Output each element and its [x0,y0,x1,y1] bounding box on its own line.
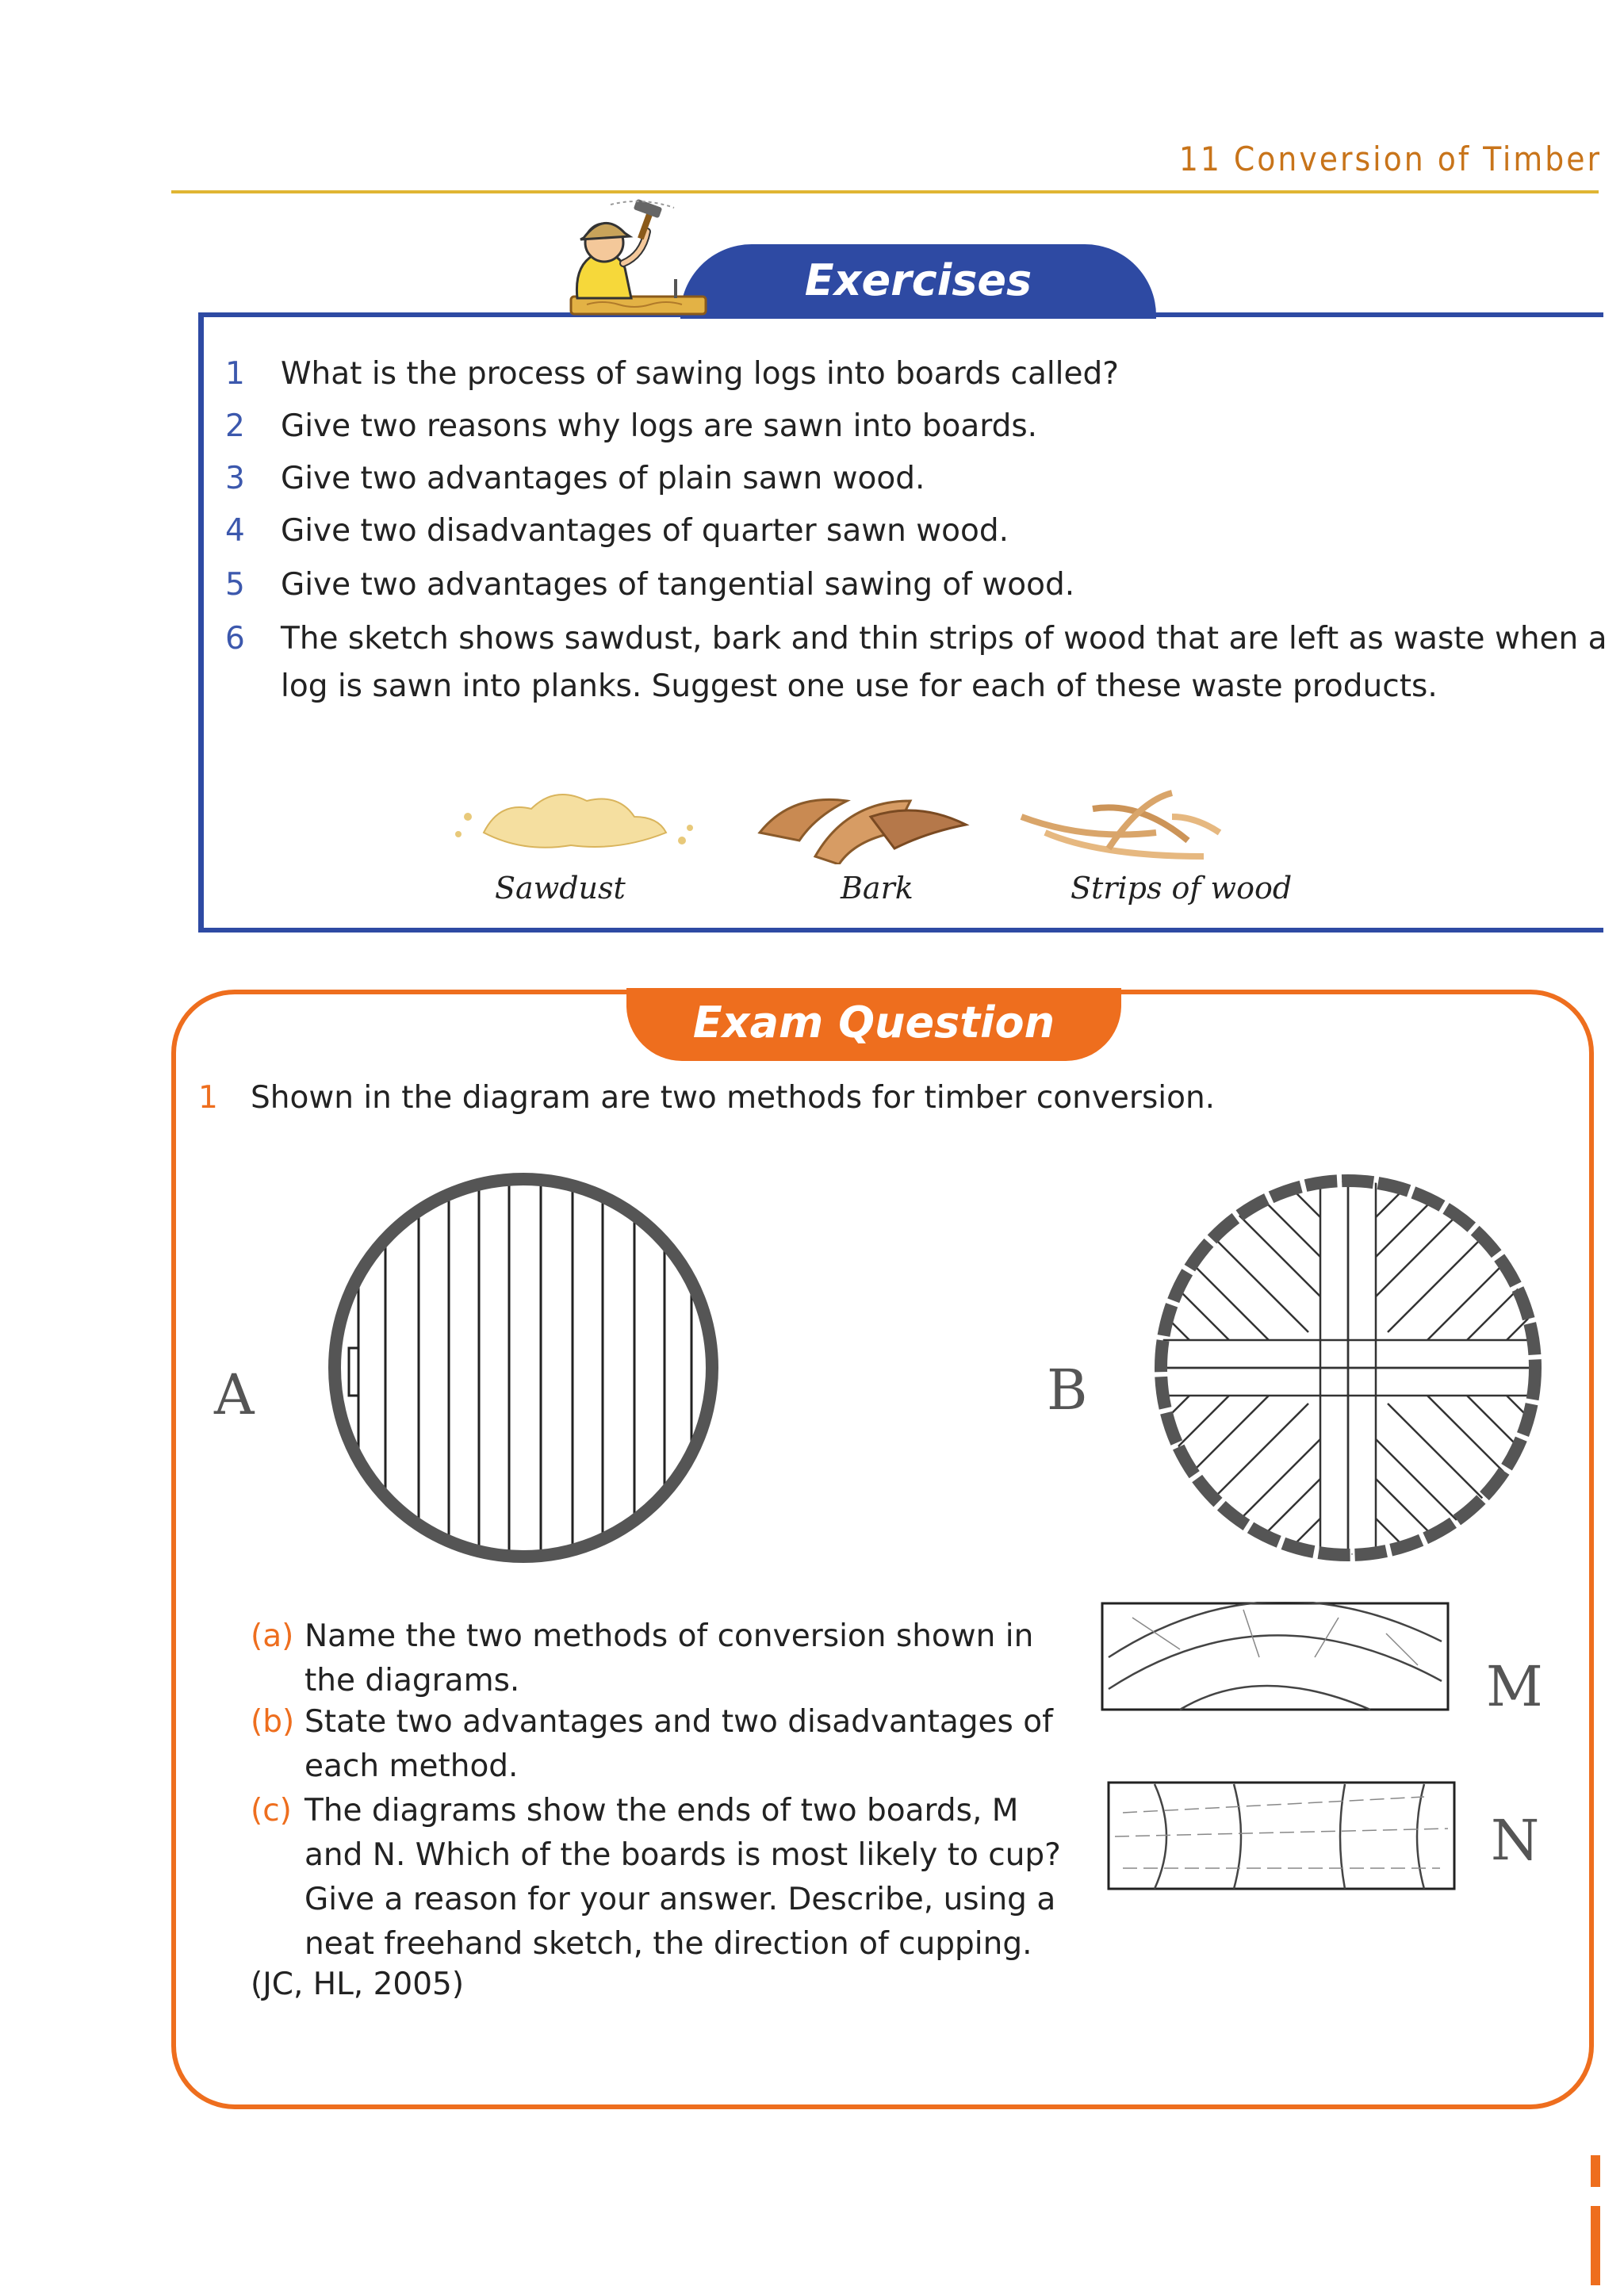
bark-illustration [752,785,982,864]
wood-strips-illustration [1013,785,1235,864]
carpenter-mascot-icon [555,197,714,324]
part-text: The diagrams show the ends of two boards, M and N. Which of the boards is most likely to cup? Give a reason for your answer. Describe, using a neat freehand sketch, the direction of cupping. [304,1793,1061,1962]
exercise-number: 3 [225,461,245,496]
diagram-b-label: B [1047,1358,1088,1423]
quarter-sawn-log-diagram [1142,1166,1554,1570]
sawdust-label: Sawdust [495,871,626,906]
bark-label: Bark [841,871,914,906]
exercise-text: What is the process of sawing logs into boards called? [281,356,1119,392]
part-letter: (b) [251,1704,295,1740]
part-text: State two advantages and two disadvantages of each method. [304,1704,1053,1784]
exercises-title: Exercises [804,255,1032,305]
exercise-text: Give two advantages of tangential sawing of wood. [281,567,1075,603]
board-n-diagram [1107,1781,1456,1892]
header-rule [171,190,1599,193]
part-letter: (a) [251,1618,294,1654]
page-edge-marker [1591,2155,1600,2187]
chapter-header: 11 Conversion of Timber [1178,140,1602,178]
exam-title: Exam Question [692,998,1055,1047]
board-n-label: N [1491,1808,1540,1873]
part-letter: (c) [251,1793,292,1829]
exercise-text: Give two advantages of plain sawn wood. [281,461,925,496]
exercise-number: 2 [225,408,245,444]
exam-question-number: 1 [198,1080,218,1116]
exam-source: (JC, HL, 2005) [251,1967,465,2002]
exercise-text: Give two reasons why logs are sawn into boards. [281,408,1038,444]
diagram-a-label: A [214,1362,255,1427]
board-m-diagram [1101,1602,1450,1713]
exercise-number: 4 [225,513,245,549]
sawdust-illustration [452,785,706,864]
exercise-number: 6 [225,621,245,657]
exam-question-text: Shown in the diagram are two methods for timber conversion. [251,1080,1216,1116]
exercise-text: Give two disadvantages of quarter sawn wood. [281,513,1009,549]
page-edge-marker [1591,2206,1600,2285]
strips-of-wood-label: Strips of wood [1071,871,1293,906]
exercise-number: 1 [225,356,245,392]
part-text: Name the two methods of conversion shown in the diagrams. [304,1618,1034,1698]
board-m-label: M [1486,1654,1543,1719]
exercise-number: 5 [225,567,245,603]
plain-sawn-log-diagram [317,1166,730,1570]
exercise-text: The sketch shows sawdust, bark and thin strips of wood that are left as waste when a log is sawn into planks. Suggest one use for each of these waste products. [281,621,1607,704]
